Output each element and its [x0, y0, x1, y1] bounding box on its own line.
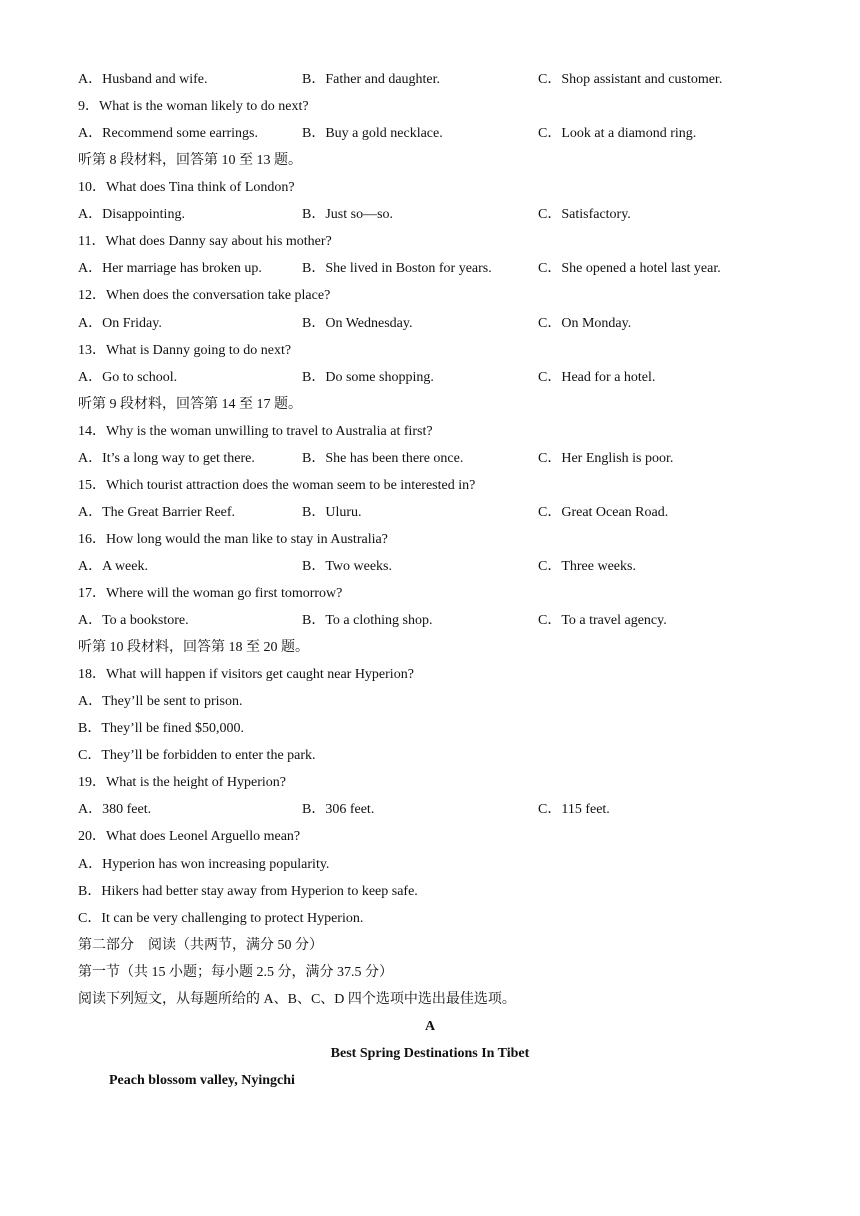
line-text: 18．What will happen if visitors get caught near Hyperion? — [78, 667, 414, 683]
text-line — [0, 855, 860, 875]
option-c: C．Shop assistant and customer. — [538, 72, 723, 87]
option-row — [0, 800, 860, 820]
line-text: 14．Why is the woman unwilling to travel to Australia at first? — [78, 423, 433, 439]
line-text: 17．Where will the woman go first tomorrow? — [78, 586, 343, 601]
option-b: B．Father and daughter. — [302, 72, 441, 87]
text-line — [0, 286, 860, 306]
text-line — [0, 341, 860, 361]
text-line — [0, 719, 860, 739]
line-text: C．They’ll be forbidden to enter the park. — [78, 748, 316, 764]
section-heading — [0, 1071, 860, 1091]
line-text: 16．How long would the man like to stay in Australia? — [78, 531, 388, 547]
text-line — [0, 97, 860, 117]
text-line — [0, 151, 860, 171]
line-text: 第一节（共 15 小题；每小题 2.5 分，满分 37.5 分） — [78, 964, 393, 980]
option-b: B．Just so—so. — [302, 207, 394, 223]
text-line — [0, 746, 860, 766]
option-a: A．Go to school. — [78, 369, 178, 385]
text-line — [0, 395, 860, 415]
option-c: C．Head for a hotel. — [538, 369, 656, 385]
line-text: 阅读下列短文，从每题所给的 A、B、C、D 四个选项中选出最佳选项。 — [78, 991, 516, 1007]
option-c: C．Her English is poor. — [538, 450, 674, 466]
option-b: B．She lived in Boston for years. — [302, 261, 492, 277]
option-b: B．To a clothing shop. — [302, 613, 433, 628]
passage-label — [0, 1017, 860, 1037]
line-text: 12．When does the conversation take place? — [78, 288, 331, 304]
option-c: C．115 feet. — [538, 802, 610, 818]
text-line — [0, 936, 860, 956]
option-a: A．Husband and wife. — [78, 72, 208, 87]
text-line — [0, 638, 860, 658]
line-text: 15．Which tourist attraction does the woman seem to be interested in? — [78, 477, 476, 493]
option-a: A．Disappointing. — [78, 207, 185, 223]
text-line — [0, 882, 860, 902]
text-line — [0, 665, 860, 685]
option-a: A．To a bookstore. — [78, 613, 189, 628]
option-row — [0, 368, 860, 388]
text-line — [0, 990, 860, 1010]
option-a: A．Her marriage has broken up. — [78, 261, 262, 277]
option-a: A．The Great Barrier Reef. — [78, 504, 236, 520]
text-line — [0, 584, 860, 604]
option-row — [0, 70, 860, 90]
line-text: 13．What is Danny going to do next? — [78, 342, 292, 358]
option-c: C．Look at a diamond ring. — [538, 126, 697, 142]
option-c: C．Three weeks. — [538, 558, 636, 574]
option-b: B．Buy a gold necklace. — [302, 126, 443, 142]
option-b: B．Two weeks. — [302, 558, 393, 574]
line-text: 11．What does Danny say about his mother? — [78, 234, 332, 250]
text-line — [0, 827, 860, 847]
option-row — [0, 449, 860, 469]
option-row — [0, 611, 860, 631]
line-text: C．It can be very challenging to protect Hyperion. — [78, 910, 364, 926]
option-b: B．On Wednesday. — [302, 315, 413, 331]
option-b: B．She has been there once. — [302, 450, 464, 466]
line-text: 听第 10 段材料，回答第 18 至 20 题。 — [78, 640, 309, 656]
option-b: B．Uluru. — [302, 504, 362, 520]
text-line — [0, 963, 860, 983]
text-line — [0, 773, 860, 793]
line-text: 10．What does Tina think of London? — [78, 180, 295, 196]
option-row — [0, 557, 860, 577]
text-line — [0, 178, 860, 198]
line-text: B．They’ll be fined $50,000. — [78, 721, 245, 737]
option-c: C．She opened a hotel last year. — [538, 261, 721, 277]
passage-title — [0, 1044, 860, 1064]
option-row — [0, 314, 860, 334]
option-a: A．Recommend some earrings. — [78, 126, 259, 142]
text-line — [0, 422, 860, 442]
option-a: A．380 feet. — [78, 802, 152, 818]
option-c: C．On Monday. — [538, 315, 632, 331]
option-row — [0, 124, 860, 144]
line-text: 第二部分 阅读（共两节，满分 50 分） — [78, 937, 323, 953]
line-text: A．Hyperion has won increasing popularity. — [78, 856, 330, 872]
option-a: A．A week. — [78, 558, 148, 574]
option-c: C．Great Ocean Road. — [538, 504, 669, 520]
heading-text: Best Spring Destinations In Tibet — [330, 1045, 530, 1061]
option-row — [0, 503, 860, 523]
line-text: 9．What is the woman likely to do next? — [78, 99, 309, 114]
line-text: 听第 9 段材料，回答第 14 至 17 题。 — [78, 396, 302, 412]
option-b: B．306 feet. — [302, 802, 375, 818]
text-line — [0, 476, 860, 496]
line-text: 19．What is the height of Hyperion? — [78, 775, 287, 791]
line-text: B．Hikers had better stay away from Hyperion to keep safe. — [78, 883, 418, 899]
line-text: 听第 8 段材料，回答第 10 至 13 题。 — [78, 153, 302, 169]
option-c: C．To a travel agency. — [538, 613, 667, 628]
option-c: C．Satisfactory. — [538, 207, 631, 223]
text-line — [0, 530, 860, 550]
heading-text: A — [424, 1018, 436, 1034]
section-heading-text: Peach blossom valley, Nyingchi — [109, 1072, 295, 1088]
text-line — [0, 232, 860, 252]
option-b: B．Do some shopping. — [302, 369, 434, 385]
line-text: 20．What does Leonel Arguello mean? — [78, 829, 301, 845]
line-text: A．They’ll be sent to prison. — [78, 694, 243, 710]
text-line — [0, 909, 860, 929]
option-row — [0, 205, 860, 225]
text-line — [0, 692, 860, 712]
option-a: A．It’s a long way to get there. — [78, 450, 255, 466]
option-a: A．On Friday. — [78, 315, 162, 331]
option-row — [0, 259, 860, 279]
